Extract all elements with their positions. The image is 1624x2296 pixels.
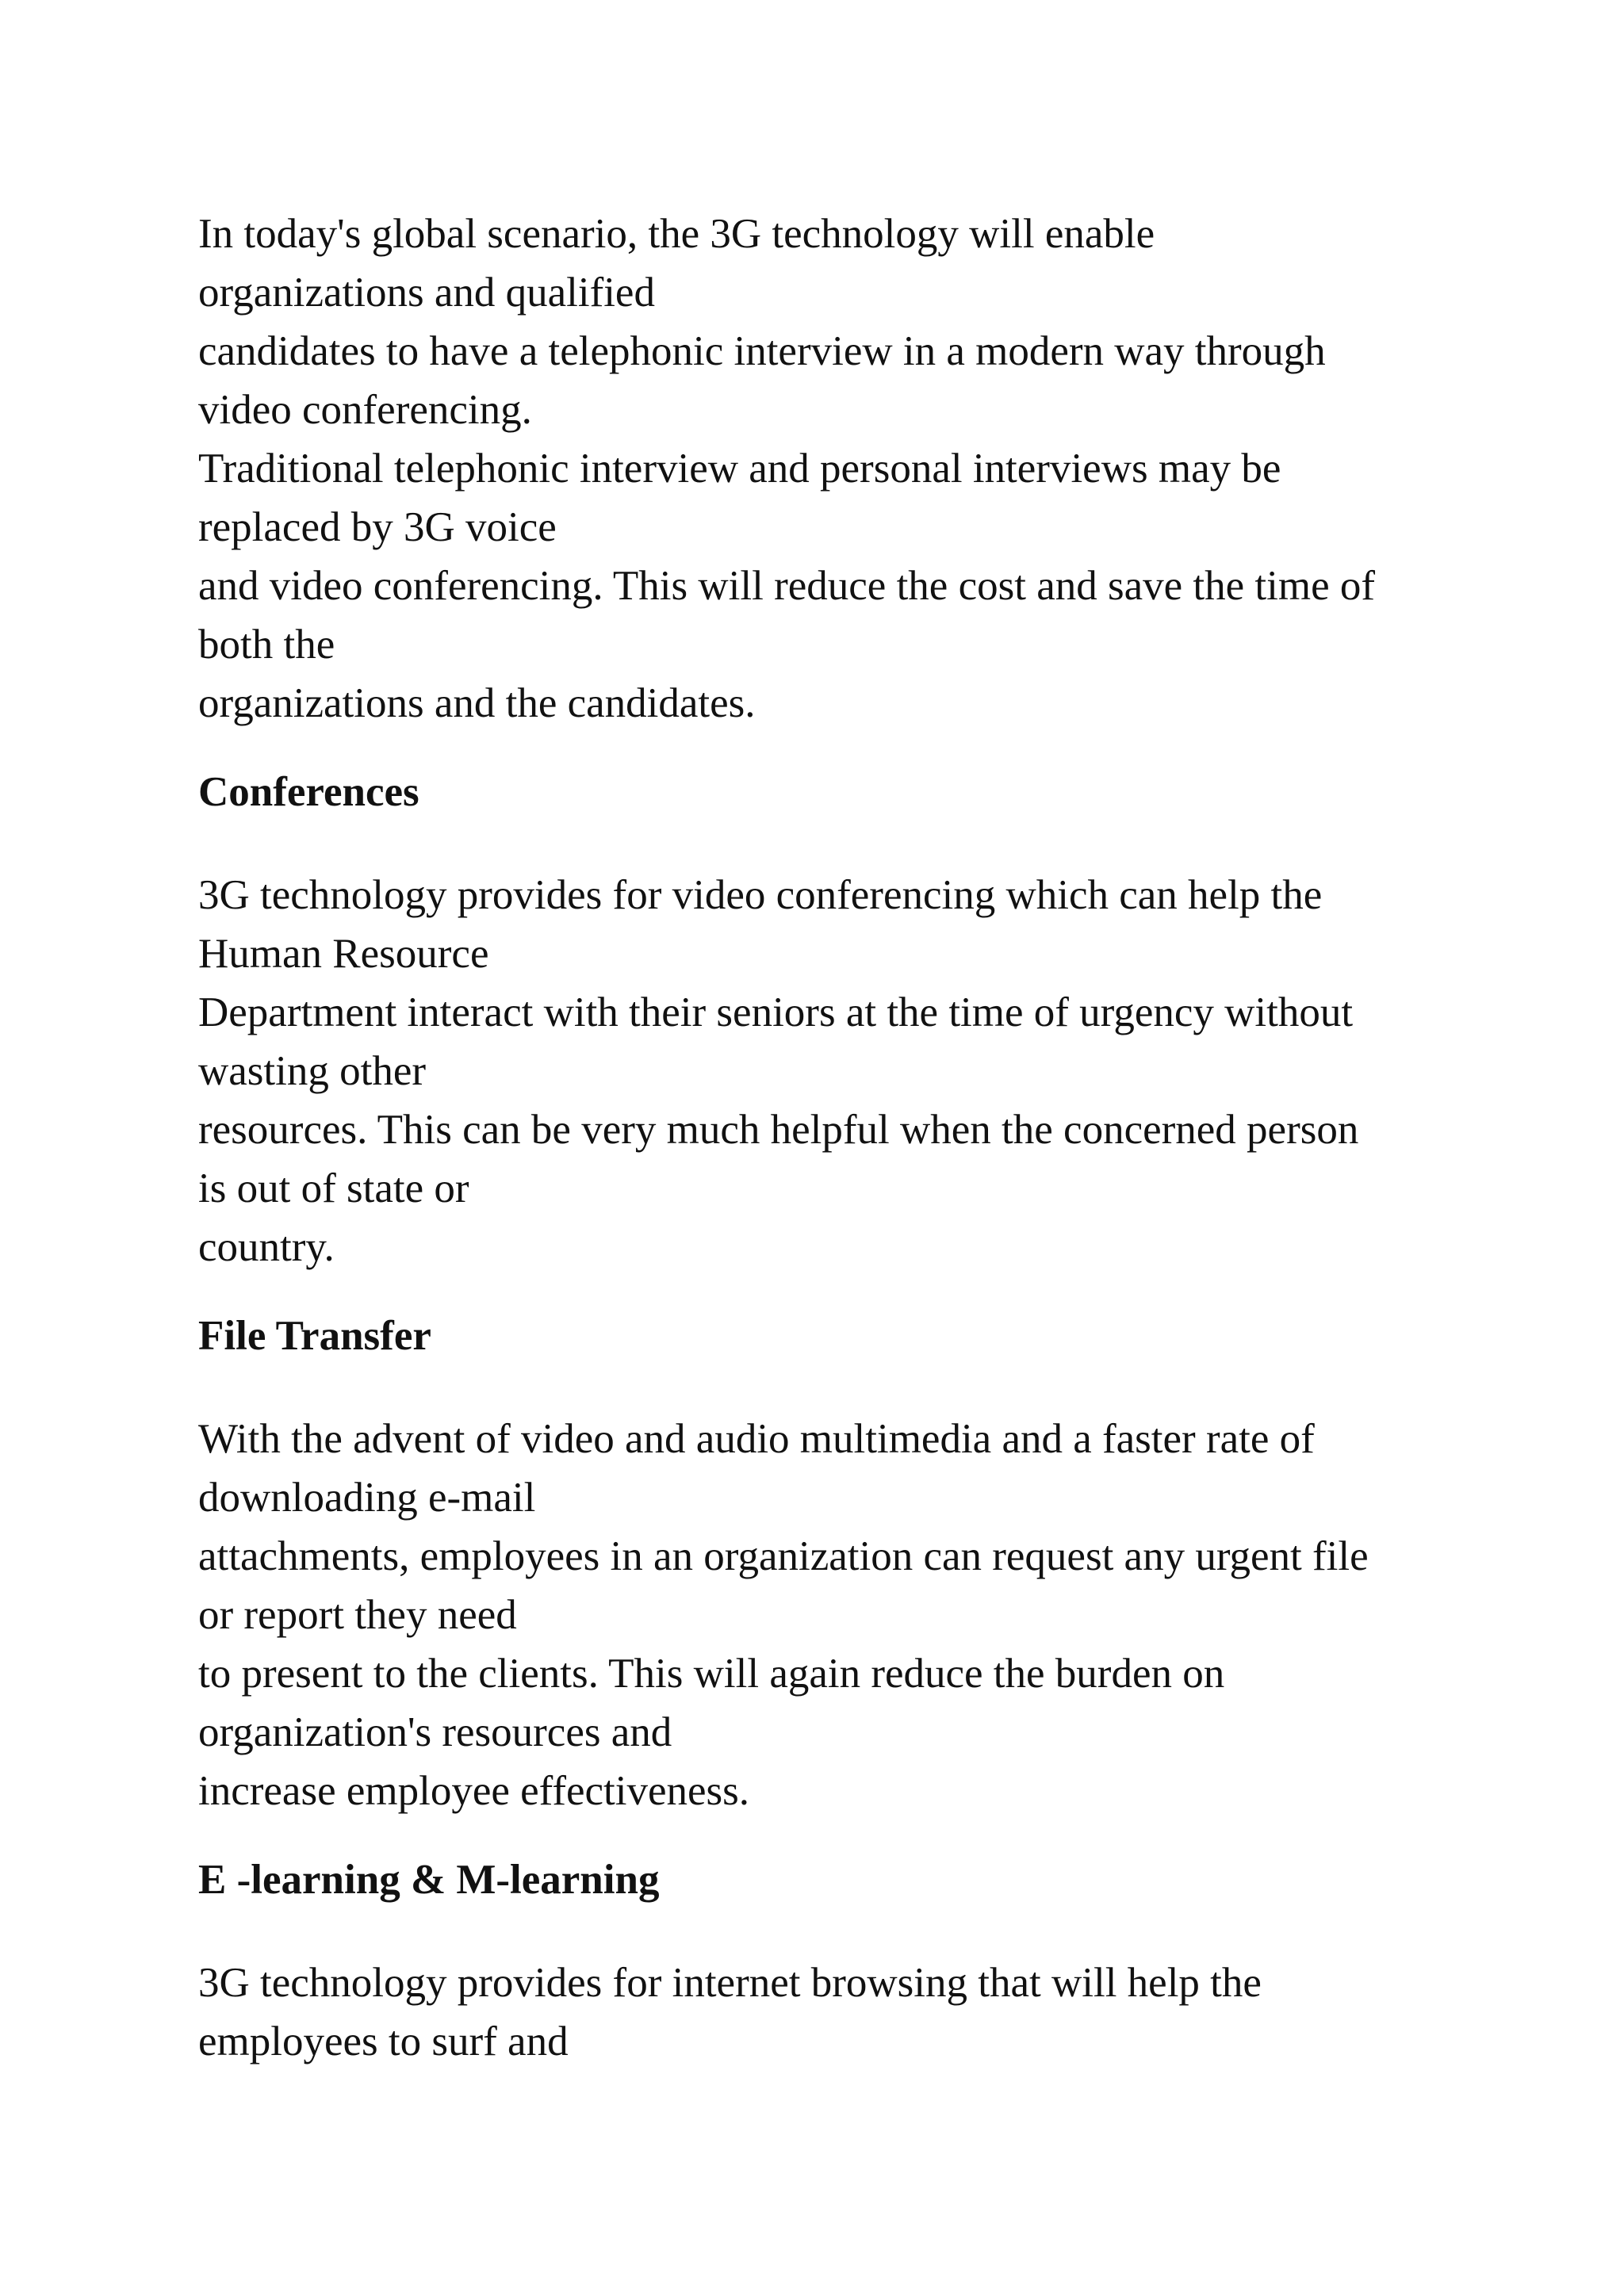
text-line: organization's resources and [198,1709,672,1755]
text-line: 3G technology provides for video conferencing which can help the [198,872,1323,918]
text-line: wasting other [198,1048,427,1094]
text-line: replaced by 3G voice [198,504,557,550]
heading-file-transfer: File Transfer [198,1313,431,1359]
paragraph-interviews [198,205,1483,733]
text-line: resources. This can be very much helpful when the concerned person [198,1107,1359,1153]
text-line: increase employee effectiveness. [198,1768,750,1814]
text-line: both the [198,622,335,668]
paragraph-learning [198,1954,1483,2071]
text-line: organizations and the candidates. [198,680,756,726]
heading-conferences: Conferences [198,769,419,815]
heading-learning: E -learning & M-learning [198,1857,660,1903]
paragraph-conferences [198,866,1483,1276]
text-line: In today's global scenario, the 3G technology will enable [198,211,1155,257]
text-line: Department interact with their seniors at the time of urgency without [198,989,1354,1035]
text-line: country. [198,1224,335,1270]
text-line: and video conferencing. This will reduce the cost and save the time of [198,563,1375,609]
text-line: is out of state or [198,1165,469,1211]
text-line: employees to surf and [198,2019,569,2064]
paragraph-file-transfer [198,1410,1483,1820]
text-line: Human Resource [198,931,489,977]
text-line: attachments, employees in an organization can request any urgent file [198,1533,1369,1579]
text-line: or report they need [198,1592,517,1638]
text-line: Traditional telephonic interview and personal interviews may be [198,446,1281,492]
text-line: downloading e-mail [198,1475,536,1521]
text-line: 3G technology provides for internet browsing that will help the [198,1960,1262,2006]
text-line: candidates to have a telephonic interview in a modern way through [198,328,1326,374]
text-line: organizations and qualified [198,270,655,316]
text-line: video conferencing. [198,387,532,433]
document-body [198,205,1483,2071]
text-line: to present to the clients. This will again reduce the burden on [198,1651,1225,1697]
text-line: With the advent of video and audio multimedia and a faster rate of [198,1416,1315,1462]
